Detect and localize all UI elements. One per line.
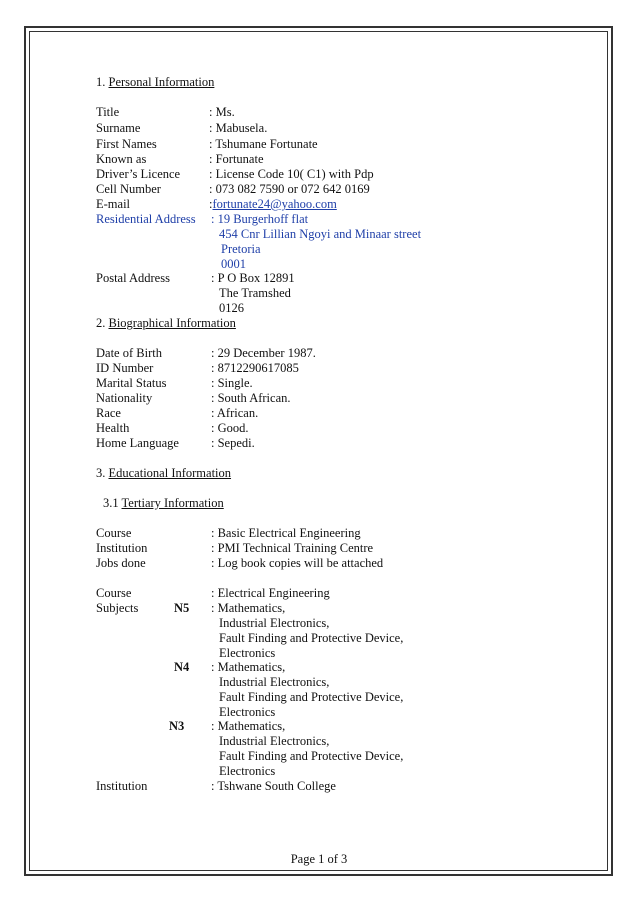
marital-label: Marital Status	[96, 376, 167, 390]
residential-line-1: : 19 Burgerhoff flat	[211, 212, 309, 226]
institution1-value: : PMI Technical Training Centre	[211, 541, 374, 555]
postal-line-1: : P O Box 12891	[211, 271, 295, 285]
surname-value: : Mabusela.	[209, 121, 268, 135]
surname-label: Surname	[96, 121, 141, 135]
n4-line-1: : Mathematics,	[211, 660, 286, 674]
id-value: : 8712290617085	[211, 361, 299, 375]
title-label: Title	[96, 105, 120, 119]
nationality-label: Nationality	[96, 391, 153, 405]
residential-line-2: 454 Cnr Lillian Ngoyi and Minaar street	[219, 227, 422, 241]
postal-label: Postal Address	[96, 271, 170, 285]
email-value: :fortunate24@yahoo.com	[209, 197, 337, 211]
nationality-value: : South African.	[211, 391, 291, 405]
licence-value: : License Code 10( C1) with Pdp	[209, 167, 374, 181]
n4-line-3: Fault Finding and Protective Device,	[219, 690, 404, 704]
n5-line-2: Industrial Electronics,	[219, 616, 330, 630]
postal-line-3: 0126	[219, 301, 244, 315]
section-heading-tertiary: 3.1 Tertiary Information	[103, 496, 224, 510]
page-number: Page 1 of 3	[290, 852, 348, 866]
subjects-label: Subjects	[96, 601, 139, 615]
first-names-label: First Names	[96, 137, 157, 151]
section-heading-personal: 1. Personal Information	[96, 75, 215, 89]
level-n3: N3	[169, 719, 185, 733]
known-as-value: : Fortunate	[209, 152, 264, 166]
title-value: : Ms.	[209, 105, 235, 119]
health-value: : Good.	[211, 421, 249, 435]
race-label: Race	[96, 406, 121, 420]
institution2-value: : Tshwane South College	[211, 779, 336, 793]
residential-line-3: Pretoria	[221, 242, 261, 256]
course1-label: Course	[96, 526, 132, 540]
jobs-label: Jobs done	[96, 556, 146, 570]
email-link[interactable]: fortunate24@yahoo.com	[212, 197, 337, 211]
n3-line-2: Industrial Electronics,	[219, 734, 330, 748]
language-label: Home Language	[96, 436, 179, 450]
residential-line-4: 0001	[221, 257, 246, 271]
course2-label: Course	[96, 586, 132, 600]
cell-label: Cell Number	[96, 182, 161, 196]
course2-value: : Electrical Engineering	[211, 586, 330, 600]
dob-label: Date of Birth	[96, 346, 162, 360]
known-as-label: Known as	[96, 152, 147, 166]
email-label: E-mail	[96, 197, 131, 211]
section-heading-edu: 3. Educational Information	[96, 466, 232, 480]
level-n5: N5	[174, 601, 190, 615]
marital-value: : Single.	[211, 376, 253, 390]
n3-line-4: Electronics	[219, 764, 276, 778]
cell-value: : 073 082 7590 or 072 642 0169	[209, 182, 370, 196]
n5-line-1: : Mathematics,	[211, 601, 286, 615]
health-label: Health	[96, 421, 130, 435]
n5-line-3: Fault Finding and Protective Device,	[219, 631, 404, 645]
section-heading-bio: 2. Biographical Information	[96, 316, 236, 330]
residential-label: Residential Address	[96, 212, 196, 226]
institution1-label: Institution	[96, 541, 148, 555]
course1-value: : Basic Electrical Engineering	[211, 526, 361, 540]
level-n4: N4	[174, 660, 190, 674]
id-label: ID Number	[96, 361, 154, 375]
dob-value: : 29 December 1987.	[211, 346, 316, 360]
n5-line-4: Electronics	[219, 646, 276, 660]
n4-line-4: Electronics	[219, 705, 276, 719]
first-names-value: : Tshumane Fortunate	[209, 137, 318, 151]
postal-line-2: The Tramshed	[219, 286, 291, 300]
n3-line-3: Fault Finding and Protective Device,	[219, 749, 404, 763]
race-value: : African.	[211, 406, 259, 420]
language-value: : Sepedi.	[211, 436, 255, 450]
jobs-value: : Log book copies will be attached	[211, 556, 384, 570]
licence-label: Driver’s Licence	[96, 167, 181, 181]
n4-line-2: Industrial Electronics,	[219, 675, 330, 689]
n3-line-1: : Mathematics,	[211, 719, 286, 733]
institution2-label: Institution	[96, 779, 148, 793]
